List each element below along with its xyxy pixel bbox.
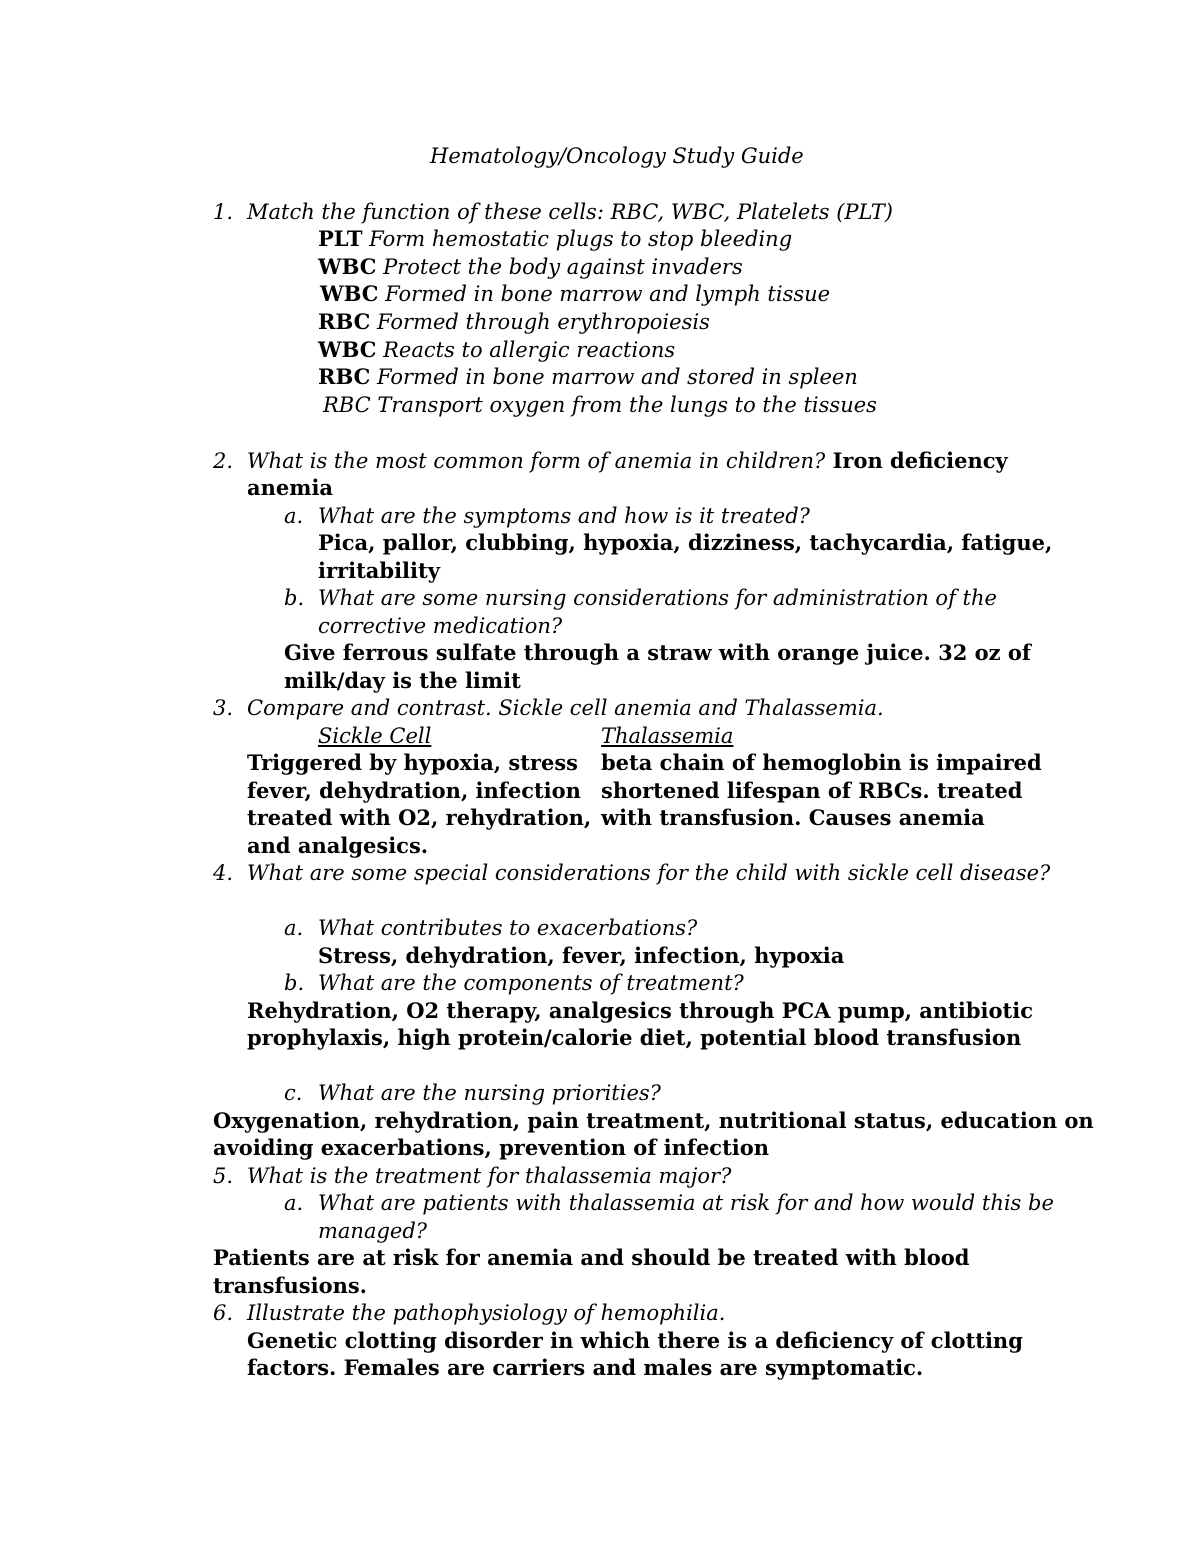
- match-answer: PLT: [318, 226, 363, 251]
- q2b-answer-cont: milk/day is the limit: [284, 668, 521, 693]
- q5-answer-cont: transfusions.: [213, 1273, 367, 1298]
- q2-line: [247, 447, 1008, 475]
- match-text: Form hemostatic plugs to stop bleeding: [362, 227, 793, 251]
- thalassemia-line: with transfusion. Causes anemia: [601, 805, 985, 830]
- q5-question: What is the treatment for thalassemia major?: [247, 1164, 732, 1188]
- q5a-label: a.: [284, 1191, 304, 1215]
- q4b-label: b.: [284, 971, 305, 995]
- match-text: Reacts to allergic reactions: [376, 338, 676, 362]
- sickle-cell-line: treated with O2, rehydration,: [247, 805, 592, 830]
- q3-number: 3.: [213, 696, 234, 720]
- q4-question: What are some special considerations for the child with sickle cell disease?: [247, 861, 1051, 885]
- match-answer: WBC: [318, 337, 377, 362]
- q4c-answer: Oxygenation, rehydration, pain treatment, nutritional status, education on: [213, 1108, 1094, 1133]
- q6-number: 6.: [213, 1301, 234, 1325]
- q2b-question-cont: corrective medication?: [318, 614, 563, 638]
- match-text: Formed through erythropoiesis: [370, 310, 710, 334]
- q5a-question: What are patients with thalassemia at risk for and how would this be: [318, 1191, 1054, 1215]
- q1-match-5: [318, 336, 675, 364]
- thalassemia-line: beta chain of hemoglobin is impaired: [601, 750, 1042, 775]
- q4a-question: What contributes to exacerbations?: [318, 916, 698, 940]
- sickle-cell-line: and analgesics.: [247, 833, 429, 858]
- q2-answer-cont: anemia: [247, 475, 334, 500]
- match-answer: RBC: [318, 309, 371, 334]
- q1-match-3: [320, 280, 830, 308]
- q2b-answer: Give ferrous sulfate through a straw with orange juice. 32 oz of: [284, 640, 1031, 665]
- q1-match-7: RBC Transport oxygen from the lungs to the tissues: [323, 393, 877, 417]
- match-answer: WBC: [318, 254, 377, 279]
- q2b-label: b.: [284, 586, 305, 610]
- q2b-question: What are some nursing considerations for administration of the: [318, 586, 997, 610]
- thalassemia-header: Thalassemia: [601, 724, 734, 748]
- thalassemia-line: shortened lifespan of RBCs. treated: [601, 778, 1023, 803]
- q4-number: 4.: [213, 861, 234, 885]
- q1-match-6: [318, 363, 858, 391]
- q4b-answer-cont: prophylaxis, high protein/calorie diet, potential blood transfusion: [247, 1025, 1022, 1050]
- sickle-cell-line: Triggered by hypoxia, stress: [247, 750, 578, 775]
- q2a-label: a.: [284, 504, 304, 528]
- document-title: Hematology/Oncology Study Guide: [430, 144, 804, 168]
- q6-answer: Genetic clotting disorder in which there is a deficiency of clotting: [247, 1328, 1023, 1353]
- q1-match-4: [318, 308, 710, 336]
- q2-number: 2.: [213, 449, 234, 473]
- sickle-cell-header: Sickle Cell: [318, 724, 432, 748]
- match-answer: RBC: [318, 364, 371, 389]
- q6-answer-cont: factors. Females are carriers and males are symptomatic.: [247, 1355, 924, 1380]
- q1-question: Match the function of these cells: RBC, WBC, Platelets (PLT): [247, 200, 893, 224]
- q1-number: 1.: [213, 200, 234, 224]
- q4a-label: a.: [284, 916, 304, 940]
- q3-question: Compare and contrast. Sickle cell anemia and Thalassemia.: [247, 696, 884, 720]
- q2a-answer: Pica, pallor, clubbing, hypoxia, dizziness, tachycardia, fatigue,: [318, 530, 1053, 555]
- q4b-question: What are the components of treatment?: [318, 971, 744, 995]
- q1-match-1: [318, 225, 792, 253]
- q4a-answer: Stress, dehydration, fever, infection, hypoxia: [318, 943, 845, 968]
- match-text: Protect the body against invaders: [376, 255, 743, 279]
- q5-answer: Patients are at risk for anemia and should be treated with blood: [213, 1245, 970, 1270]
- q6-question: Illustrate the pathophysiology of hemophilia.: [247, 1301, 726, 1325]
- q4c-question: What are the nursing priorities?: [318, 1081, 661, 1105]
- q2-question: What is the most common form of anemia in children?: [247, 449, 826, 473]
- q2a-answer-cont: irritability: [318, 558, 440, 583]
- sickle-cell-line: fever, dehydration, infection: [247, 778, 581, 803]
- q2a-question: What are the symptoms and how is it treated?: [318, 504, 810, 528]
- q5a-question-cont: managed?: [318, 1219, 428, 1243]
- q4c-answer-cont: avoiding exacerbations, prevention of infection: [213, 1135, 770, 1160]
- q1-match-2: [318, 253, 743, 281]
- match-text: Formed in bone marrow and stored in spleen: [370, 365, 858, 389]
- match-answer: WBC: [320, 281, 379, 306]
- q5-number: 5.: [213, 1164, 234, 1188]
- q2-answer: Iron deficiency: [825, 448, 1008, 473]
- q4b-answer: Rehydration, O2 therapy, analgesics through PCA pump, antibiotic: [247, 998, 1033, 1023]
- q4c-label: c.: [284, 1081, 303, 1105]
- match-text: Formed in bone marrow and lymph tissue: [378, 282, 831, 306]
